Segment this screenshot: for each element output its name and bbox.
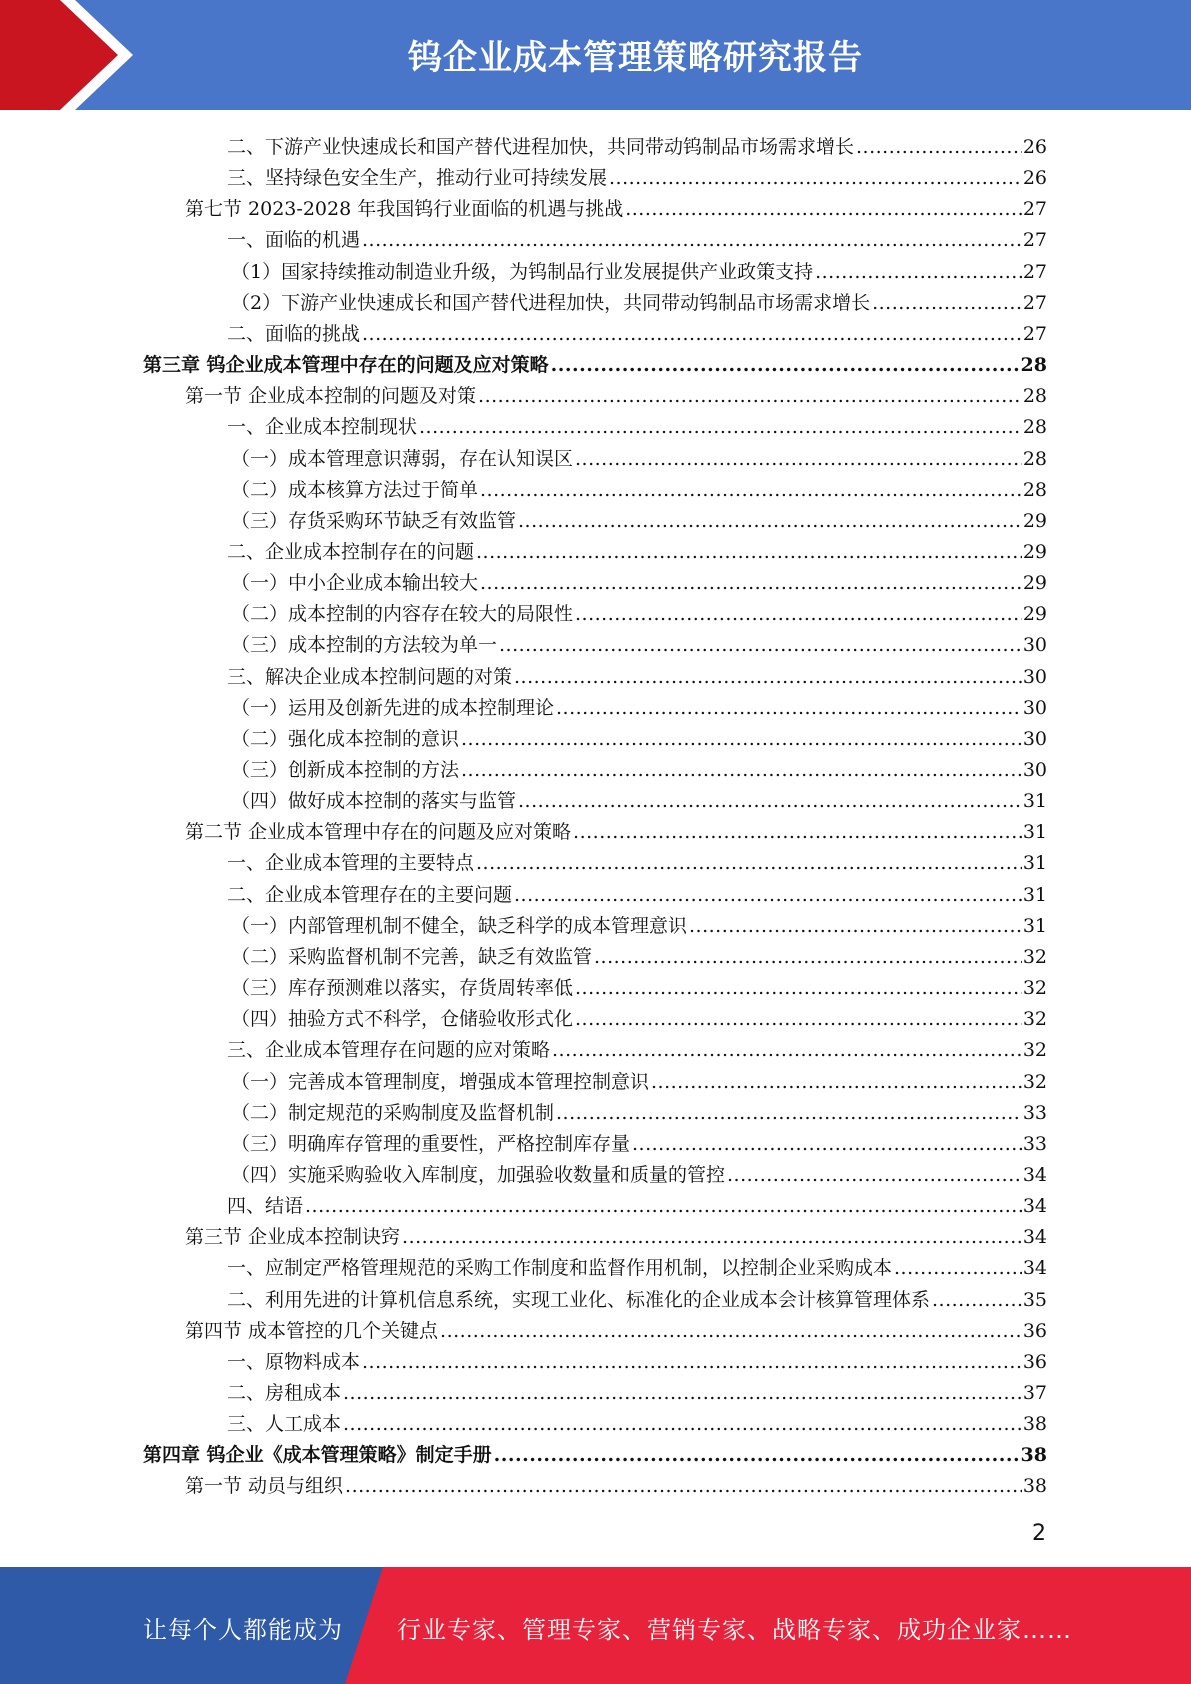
toc-dot-leader — [402, 1225, 1022, 1249]
toc-entry[interactable] — [227, 221, 1047, 252]
toc-dot-leader — [556, 1101, 1022, 1125]
toc-entry-page: 27 — [1022, 229, 1047, 252]
toc-dot-leader — [632, 1132, 1022, 1156]
toc-entry-page: 34 — [1022, 1226, 1047, 1249]
toc-entry-label: 第二节 企业成本管理中存在的问题及应对策略 — [185, 821, 572, 844]
toc-dot-leader — [461, 758, 1022, 782]
toc-dot-leader — [480, 571, 1022, 595]
toc-entry-label: 第四章 钨企业《成本管理策略》制定手册 — [143, 1444, 492, 1467]
toc-entry-page: 32 — [1022, 1039, 1047, 1062]
toc-dot-leader — [727, 1163, 1022, 1187]
toc-entry-page: 34 — [1022, 1257, 1047, 1280]
toc-entry-page: 27 — [1022, 322, 1047, 345]
toc-dot-leader — [440, 1319, 1022, 1343]
toc-entry[interactable] — [227, 1281, 1047, 1312]
toc-entry[interactable] — [231, 471, 1047, 502]
toc-entry-label: （一）成本管理意识薄弱，存在认知误区 — [231, 447, 574, 470]
toc-dot-leader — [689, 914, 1022, 938]
toc-entry-page: 28 — [1020, 354, 1047, 377]
toc-entry-label: 一、应制定严格管理规范的采购工作制度和监督作用机制，以控制企业采购成本 — [227, 1257, 893, 1280]
toc-entry[interactable] — [231, 782, 1047, 813]
toc-entry-label: 二、利用先进的计算机信息系统，实现工业化、标准化的企业成本会计核算管理体系 — [227, 1288, 931, 1311]
toc-dot-leader — [461, 727, 1022, 751]
toc-dot-leader — [345, 1474, 1022, 1498]
toc-entry[interactable] — [227, 844, 1047, 875]
toc-entry[interactable] — [143, 346, 1047, 377]
toc-entry-page: 26 — [1022, 167, 1047, 190]
toc-entry[interactable] — [185, 190, 1047, 221]
toc-entry-page: 38 — [1022, 1475, 1047, 1498]
toc-entry[interactable] — [227, 408, 1047, 439]
toc-entry-label: 第三章 钨企业成本管理中存在的问题及应对策略 — [143, 354, 549, 377]
toc-entry-label: （四）实施采购验收入库制度，加强验收数量和质量的管控 — [231, 1163, 726, 1186]
toc-entry-label: 第一节 企业成本控制的问题及对策 — [185, 385, 477, 408]
toc-entry-page: 36 — [1022, 1319, 1047, 1342]
toc-entry-label: 二、企业成本控制存在的问题 — [227, 540, 475, 563]
toc-entry[interactable] — [231, 969, 1047, 1000]
toc-dot-leader — [518, 509, 1022, 533]
toc-entry[interactable] — [227, 1249, 1047, 1280]
toc-entry-page: 30 — [1022, 634, 1047, 657]
toc-entry-page: 32 — [1022, 977, 1047, 1000]
toc-entry-label: （三）成本控制的方法较为单一 — [231, 634, 498, 657]
toc-entry-page: 37 — [1022, 1382, 1047, 1404]
toc-entry-label: （二）成本核算方法过于简单 — [231, 478, 479, 501]
toc-entry-page: 30 — [1022, 665, 1047, 688]
toc-entry-page: 31 — [1022, 852, 1047, 875]
toc-dot-leader — [480, 478, 1022, 502]
toc-entry-label: （二）成本控制的内容存在较大的局限性 — [231, 603, 574, 626]
toc-entry-label: （二）制定规范的采购制度及监督机制 — [231, 1101, 555, 1124]
toc-entry[interactable] — [231, 440, 1047, 471]
toc-dot-leader — [894, 1256, 1022, 1280]
toc-entry[interactable] — [231, 564, 1047, 595]
toc-entry[interactable] — [227, 658, 1047, 689]
toc-entry[interactable] — [227, 128, 1047, 159]
toc-entry[interactable] — [231, 1094, 1047, 1125]
toc-entry-label: （三）创新成本控制的方法 — [231, 759, 460, 781]
toc-entry-label: （四）做好成本控制的落实与监管 — [231, 790, 517, 813]
toc-dot-leader — [625, 197, 1022, 221]
toc-entry-label: 一、企业成本控制现状 — [227, 416, 418, 439]
toc-entry-label: 三、人工成本 — [227, 1413, 342, 1436]
toc-entry-label: 第四节 成本管控的几个关键点 — [185, 1319, 439, 1342]
toc-dot-leader — [305, 1194, 1022, 1218]
toc-dot-leader — [609, 166, 1022, 190]
toc-entry-label: 第三节 企业成本控制诀窍 — [185, 1226, 401, 1249]
toc-entry-label: 一、面临的机遇 — [227, 229, 361, 252]
toc-entry-label: 三、坚持绿色安全生产，推动行业可持续发展 — [227, 167, 608, 190]
toc-entry-page: 28 — [1022, 385, 1047, 408]
toc-entry-page: 32 — [1022, 1008, 1047, 1031]
toc-entry-label: （一）中小企业成本输出较大 — [231, 572, 479, 595]
toc-entry-page: 28 — [1022, 416, 1047, 439]
toc-entry[interactable] — [227, 533, 1047, 564]
toc-entry-label: （一）完善成本管理制度，增强成本管理控制意识 — [231, 1070, 650, 1093]
toc-entry-page: 38 — [1022, 1413, 1047, 1436]
toc-entry-page: 27 — [1022, 291, 1047, 314]
toc-entry-page: 26 — [1022, 136, 1047, 158]
toc-entry[interactable] — [227, 1031, 1047, 1062]
toc-entry[interactable] — [231, 1000, 1047, 1031]
toc-entry[interactable] — [231, 595, 1047, 626]
report-title: 钨企业成本管理策略研究报告 — [408, 38, 863, 78]
toc-entry-label: （1）国家持续推动制造业升级，为钨制品行业发展提供产业政策支持 — [231, 260, 814, 283]
toc-entry-label: （2）下游产业快速成长和国产替代进程加快，共同带动钨制品市场需求增长 — [231, 291, 871, 314]
toc-entry[interactable] — [231, 253, 1047, 284]
toc-dot-leader — [594, 945, 1022, 969]
toc-entry-label: 二、房租成本 — [227, 1382, 342, 1404]
toc-entry-page: 35 — [1022, 1288, 1047, 1311]
toc-entry[interactable] — [185, 1467, 1047, 1498]
toc-dot-leader — [362, 228, 1022, 252]
toc-entry-label: 一、原物料成本 — [227, 1350, 361, 1373]
toc-entry-page: 28 — [1022, 478, 1047, 501]
toc-dot-leader — [932, 1288, 1022, 1312]
footer-slogan-right: 行业专家、管理专家、营销专家、战略专家、成功企业家…… — [397, 1616, 1072, 1644]
toc-entry[interactable] — [231, 720, 1047, 751]
toc-entry[interactable] — [231, 626, 1047, 657]
toc-entry[interactable] — [231, 284, 1047, 315]
toc-dot-leader — [815, 260, 1022, 284]
toc-entry[interactable] — [231, 1156, 1047, 1187]
toc-entry[interactable] — [227, 1343, 1047, 1374]
toc-entry[interactable] — [231, 938, 1047, 969]
toc-dot-leader — [514, 665, 1022, 689]
toc-dot-leader — [514, 883, 1022, 907]
toc-entry[interactable] — [227, 1187, 1047, 1218]
toc-entry-page: 28 — [1022, 447, 1047, 470]
toc-entry-page: 29 — [1022, 540, 1047, 563]
toc-entry-label: 三、企业成本管理存在问题的应对策略 — [227, 1039, 551, 1062]
toc-entry-label: （二）采购监督机制不完善，缺乏有效监管 — [231, 945, 593, 968]
toc-dot-leader — [419, 415, 1022, 439]
toc-entry-page: 27 — [1022, 198, 1047, 221]
toc-entry-page: 31 — [1022, 790, 1047, 813]
toc-entry-page: 29 — [1022, 572, 1047, 595]
toc-entry-label: 一、企业成本管理的主要特点 — [227, 852, 475, 875]
footer-slogan-left: 让每个人都能成为 — [143, 1616, 343, 1644]
toc-dot-leader — [343, 1381, 1022, 1405]
toc-dot-leader — [362, 1350, 1022, 1374]
toc-entry-label: （三）存货采购环节缺乏有效监管 — [231, 509, 517, 532]
toc-dot-leader — [478, 384, 1022, 408]
toc-entry-page: 33 — [1022, 1101, 1047, 1124]
toc-entry-label: 第一节 动员与组织 — [185, 1475, 344, 1498]
toc-entry-page: 29 — [1022, 509, 1047, 532]
toc-entry-page: 34 — [1022, 1163, 1047, 1186]
toc-entry[interactable] — [185, 1218, 1047, 1249]
toc-entry-label: （一）运用及创新先进的成本控制理论 — [231, 696, 555, 719]
toc-entry[interactable] — [227, 1374, 1047, 1405]
toc-dot-leader — [476, 540, 1022, 564]
toc-dot-leader — [651, 1070, 1022, 1094]
toc-entry-label: 三、解决企业成本控制问题的对策 — [227, 665, 513, 688]
toc-entry-label: 第七节 2023-2028 年我国钨行业面临的机遇与挑战 — [185, 198, 624, 221]
toc-entry-page: 27 — [1022, 260, 1047, 283]
toc-dot-leader — [573, 820, 1022, 844]
toc-entry-label: 二、下游产业快速成长和国产替代进程加快，共同带动钨制品市场需求增长 — [227, 136, 855, 158]
toc-dot-leader — [575, 602, 1022, 626]
toc-entry[interactable] — [231, 907, 1047, 938]
toc-entry[interactable] — [227, 159, 1047, 190]
toc-dot-leader — [362, 322, 1022, 346]
toc-entry-page: 30 — [1022, 696, 1047, 719]
toc-entry[interactable] — [185, 813, 1047, 844]
red-chevron-decoration — [0, 0, 160, 110]
toc-dot-leader — [872, 291, 1022, 315]
page-number: 2 — [1032, 1521, 1046, 1546]
toc-entry[interactable] — [227, 315, 1047, 346]
toc-entry-page: 36 — [1022, 1350, 1047, 1373]
toc-entry-label: （四）抽验方式不科学，仓储验收形式化 — [231, 1008, 574, 1031]
toc-entry[interactable] — [231, 689, 1047, 720]
toc-dot-leader — [575, 447, 1022, 471]
toc-entry-label: （二）强化成本控制的意识 — [231, 727, 460, 750]
toc-entry[interactable] — [231, 751, 1047, 782]
toc-entry[interactable] — [227, 876, 1047, 907]
toc-entry-label: 二、面临的挑战 — [227, 322, 361, 345]
toc-dot-leader — [552, 1038, 1022, 1062]
toc-entry-page: 30 — [1022, 727, 1047, 750]
toc-entry[interactable] — [185, 1312, 1047, 1343]
toc-entry[interactable] — [185, 377, 1047, 408]
toc-entry-label: 二、企业成本管理存在的主要问题 — [227, 883, 513, 906]
toc-dot-leader — [856, 135, 1022, 159]
toc-entry-page: 32 — [1022, 945, 1047, 968]
toc-dot-leader — [556, 696, 1022, 720]
toc-entry-page: 31 — [1022, 883, 1047, 906]
toc-entry[interactable] — [227, 1405, 1047, 1436]
toc-entry-page: 34 — [1022, 1195, 1047, 1218]
toc-entry-label: （一）内部管理机制不健全，缺乏科学的成本管理意识 — [231, 914, 688, 937]
toc-entry[interactable] — [231, 1125, 1047, 1156]
toc-dot-leader — [499, 633, 1022, 657]
toc-entry-label: （三）明确库存管理的重要性，严格控制库存量 — [231, 1132, 631, 1155]
toc-entry-page: 33 — [1022, 1132, 1047, 1155]
toc-entry[interactable] — [231, 1063, 1047, 1094]
toc-dot-leader — [551, 353, 1020, 377]
toc-entry-label: 四、结语 — [227, 1195, 304, 1218]
toc-entry[interactable] — [143, 1436, 1047, 1467]
toc-entry-page: 32 — [1022, 1070, 1047, 1093]
toc-entry-page: 38 — [1020, 1444, 1047, 1467]
header-banner — [0, 0, 1191, 110]
toc-dot-leader — [575, 1007, 1022, 1031]
toc-dot-leader — [343, 1412, 1022, 1436]
footer-banner — [0, 1567, 1191, 1684]
toc-dot-leader — [518, 789, 1022, 813]
toc-entry-page: 31 — [1022, 914, 1047, 937]
toc-entry-page: 30 — [1022, 759, 1047, 781]
toc-dot-leader — [494, 1443, 1020, 1467]
toc-entry-label: （三）库存预测难以落实，存货周转率低 — [231, 977, 574, 1000]
toc-dot-leader — [476, 851, 1022, 875]
toc-entry[interactable] — [231, 502, 1047, 533]
toc-dot-leader — [575, 976, 1022, 1000]
toc-entry-page: 31 — [1022, 821, 1047, 844]
toc-entry-page: 29 — [1022, 603, 1047, 626]
